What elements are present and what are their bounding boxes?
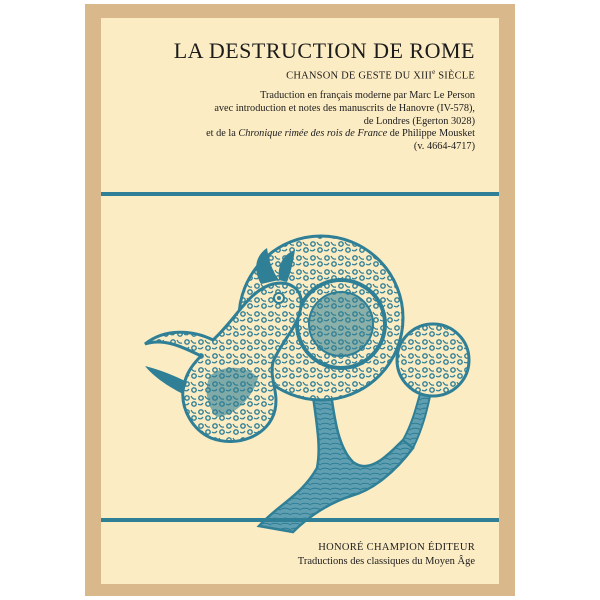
subtitle-end: SIÈCLE xyxy=(435,70,475,82)
illustration-bird-tree xyxy=(141,226,471,541)
description-line: avec introduction et notes des manuscrits de Hanovre (IV-578), xyxy=(214,102,475,114)
book-cover xyxy=(85,4,515,596)
bottom-divider xyxy=(101,518,499,522)
bird-tree-ornament-icon xyxy=(141,226,471,536)
description-line: Traduction en français moderne par Marc Le Person xyxy=(260,90,475,101)
series-name: Traductions des classiques du Moyen Âge xyxy=(297,556,475,567)
cover-panel xyxy=(101,18,499,584)
description-text: et de la xyxy=(206,128,239,140)
subtitle-main: CHANSON DE GESTE DU XIII xyxy=(286,70,433,82)
description-line xyxy=(111,128,475,141)
publisher-name: HONORÉ CHAMPION ÉDITEUR xyxy=(318,542,475,553)
book-description xyxy=(111,90,475,154)
description-line: de Londres (Egerton 3028) xyxy=(363,115,475,127)
description-line: (v. 4664-4717) xyxy=(413,141,475,153)
subtitle-superscript: e xyxy=(432,68,436,76)
top-divider xyxy=(101,192,499,196)
chronique-title: Chronique rimée des rois de France xyxy=(238,128,388,140)
description-text: de Philippe Mousket xyxy=(387,128,475,140)
book-subtitle xyxy=(101,68,475,82)
book-title: LA DESTRUCTION DE ROME xyxy=(173,38,475,63)
